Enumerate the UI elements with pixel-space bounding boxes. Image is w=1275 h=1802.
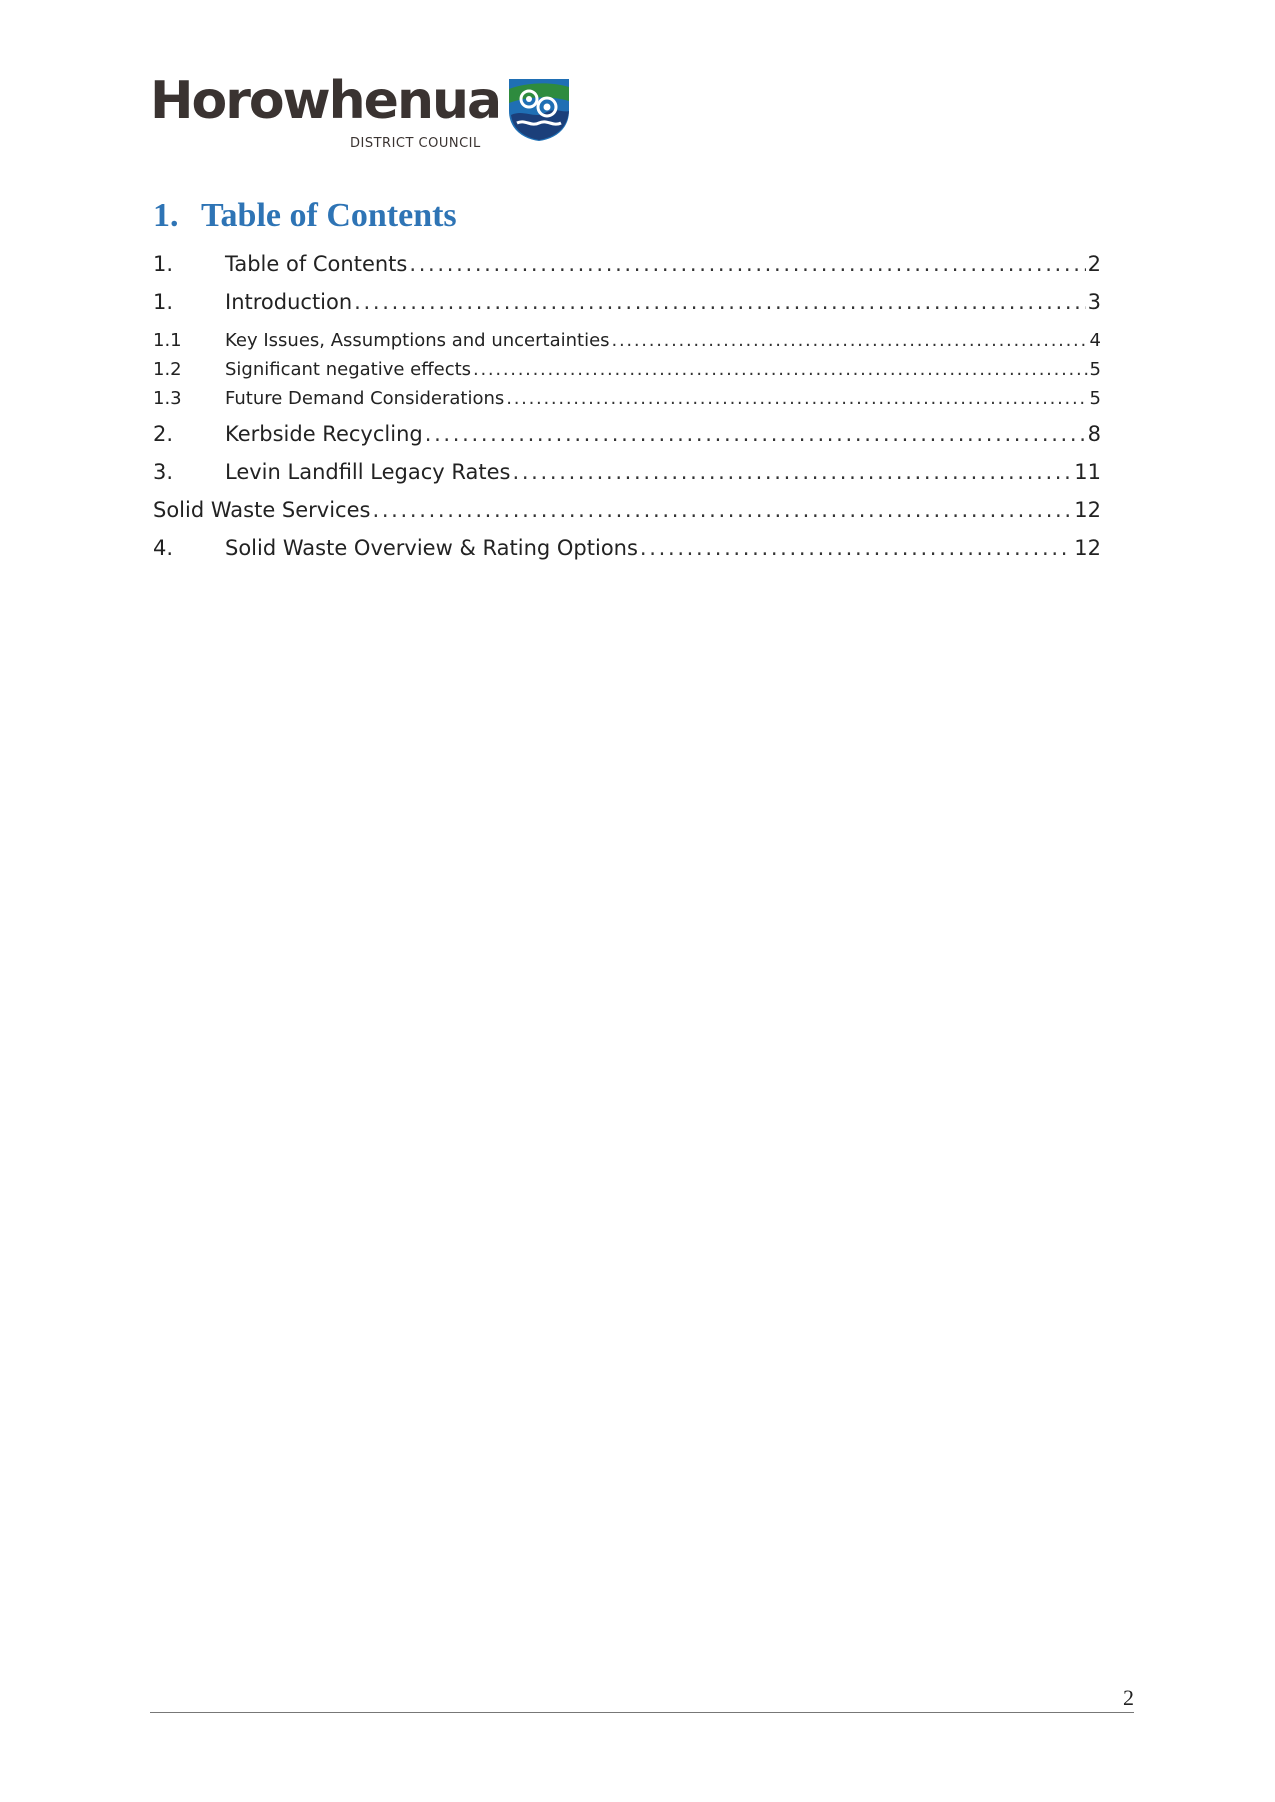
toc-entry-title: Significant negative effects — [225, 359, 472, 380]
toc-leader — [640, 536, 1072, 560]
toc-entry-page: 4 — [1089, 330, 1101, 351]
toc-entry-page: 5 — [1089, 388, 1101, 409]
toc-entry-title: Solid Waste Services — [153, 498, 371, 522]
logo-wordmark: Horowhenua — [150, 71, 501, 131]
toc-entry-title: Future Demand Considerations — [225, 388, 505, 409]
toc-leader — [425, 422, 1086, 446]
toc-entry-title: Key Issues, Assumptions and uncertainties — [225, 330, 610, 351]
toc-entry-title: Kerbside Recycling — [225, 422, 423, 446]
page-title — [153, 197, 457, 235]
page-number: 2 — [1123, 1685, 1134, 1710]
toc-entry[interactable] — [153, 252, 1101, 276]
toc-entry[interactable] — [153, 422, 1101, 446]
toc-leader — [512, 460, 1072, 484]
council-logo — [150, 71, 570, 155]
toc-entry-page: 12 — [1074, 498, 1101, 522]
toc-leader — [354, 290, 1085, 314]
toc-entry[interactable] — [153, 536, 1101, 560]
toc-leader — [506, 388, 1087, 409]
toc-entry[interactable] — [153, 388, 1101, 409]
toc-entry-number: 4. — [153, 536, 174, 560]
toc-entry-title: Table of Contents — [225, 252, 408, 276]
toc-entry[interactable] — [153, 460, 1101, 484]
toc-entry-title: Introduction — [225, 290, 353, 314]
toc-entry-number: 1.3 — [153, 388, 182, 409]
toc-entry-page: 11 — [1074, 460, 1101, 484]
toc-leader — [372, 498, 1072, 522]
page-title-number: 1. — [153, 197, 179, 234]
toc-entry[interactable] — [153, 330, 1101, 351]
page-title-text: Table of Contents — [201, 197, 457, 234]
toc-entry-number: 3. — [153, 460, 174, 484]
logo-subtitle: DISTRICT COUNCIL — [350, 136, 481, 151]
toc-entry-number: 1.2 — [153, 359, 182, 380]
toc-entry-number: 2. — [153, 422, 174, 446]
toc-entry-title: Solid Waste Overview & Rating Options — [225, 536, 638, 560]
toc-entry[interactable] — [153, 498, 1101, 522]
toc-leader — [409, 252, 1085, 276]
toc-entry-page: 8 — [1087, 422, 1101, 446]
toc-entry[interactable] — [153, 290, 1101, 314]
toc-leader — [473, 359, 1088, 380]
toc-entry-page: 12 — [1074, 536, 1101, 560]
toc-leader — [612, 330, 1088, 351]
toc-entry-number: 1. — [153, 290, 174, 314]
toc-entry[interactable] — [153, 359, 1101, 380]
footer-divider — [150, 1712, 1134, 1713]
toc-entry-page: 3 — [1087, 290, 1101, 314]
council-emblem-icon — [505, 75, 573, 143]
toc-entry-number: 1.1 — [153, 330, 182, 351]
toc-entry-title: Levin Landfill Legacy Rates — [225, 460, 511, 484]
toc-entry-page: 2 — [1087, 252, 1101, 276]
toc-entry-page: 5 — [1089, 359, 1101, 380]
toc-entry-number: 1. — [153, 252, 174, 276]
